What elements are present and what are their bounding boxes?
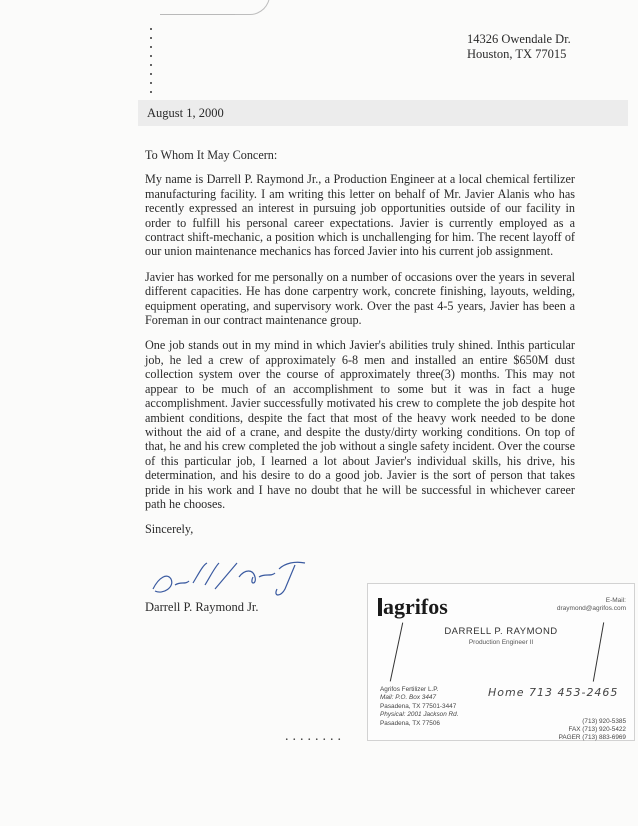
email-label: E-Mail:: [605, 597, 626, 604]
paragraph-1: My name is Darrell P. Raymond Jr., a Production Engineer at a local chemical fertilizer manufacturing facility. I am writing this letter on behalf of Mr. Javier Alanis who has recently expressed an interest in pursuing job opportunities outside of our facility in order to fulfill his personal career expectations. Javier is currently employed as a contract shift-mechanic, a position which is unchallenging for him. The recent layoff of our union maintenance mechanics has forced Javier into his current job assignment.: [145, 172, 575, 259]
card-fax: FAX (713) 920-5422: [568, 726, 626, 734]
letter-date: August 1, 2000: [147, 106, 224, 120]
bottom-dots: ........: [285, 729, 345, 744]
card-mail-city: Pasadena, TX 77501-3447: [380, 702, 457, 710]
closing: Sincerely,: [145, 522, 194, 537]
card-address: [380, 686, 459, 728]
punch-dots: [150, 28, 154, 100]
card-phone: (713) 920-5385: [582, 718, 626, 725]
sender-address-line2: Houston, TX 77015: [467, 47, 567, 61]
card-mail: Mail: P.O. Box 3447: [380, 694, 437, 702]
card-physical-city: Pasadena, TX 77506: [380, 719, 440, 727]
agrifos-logo: [378, 594, 448, 620]
handwritten-home-phone: Home 713 453-2465: [488, 686, 619, 699]
salutation: To Whom It May Concern:: [145, 148, 278, 162]
paragraph-2: Javier has worked for me personally on a number of occasions over the years in several different capacities. He has done carpentry work, concrete finishing, layouts, welding, equipment operating, and supervisory work. Over the past 4-5 years, Javier has been a Foreman in our contract maintenance group.: [145, 269, 575, 328]
decorative-arc: [235, 0, 270, 15]
card-physical: Physical: 2001 Jackson Rd.: [380, 711, 459, 719]
sender-address: [467, 32, 571, 62]
card-title: Production Engineer II: [468, 639, 534, 646]
paragraph-3: One job stands out in my mind in which Javier's abilities truly shined. Inthis particular job, he led a crew of approximately 6-8 men and installed an entire $650M dust collection system over the course of approximately three(3) months. This may not appear to be much of an accomplishment to some but it was in fact a huge accomplishment. Javier successfully motivated his crew to complete the job despite hot ambient conditions, despite the fact that most of the heavy work needed to be done without the aid of a crane, and despite the dusty/dirty working conditions. On top of that, he and his crew completed the job without a single safety incident. Over the course of this particular job, I learned a lot about Javier's individual skills, his drive, his determination, and his desire to do a good job. Javier is the sort of person that takes pride in his work and I have no doubt that he will be successful in whichever career path he chooses.: [145, 338, 575, 511]
business-card: [367, 583, 635, 741]
logo-text: agrifos: [383, 594, 448, 619]
card-name: DARRELL P. RAYMOND: [444, 626, 558, 637]
email-address: draymond@agrifos.com: [556, 605, 626, 612]
card-phones: [559, 718, 626, 743]
signer-name: Darrell P. Raymond Jr.: [145, 600, 259, 614]
sender-address-line1: 14326 Owendale Dr.: [467, 32, 571, 46]
letter-body: [145, 148, 575, 548]
card-company: Agrifos Fertilizer L.P.: [380, 686, 439, 693]
handwritten-signature-icon: [145, 555, 325, 603]
card-pager: PAGER (713) 883-6969: [558, 734, 626, 742]
